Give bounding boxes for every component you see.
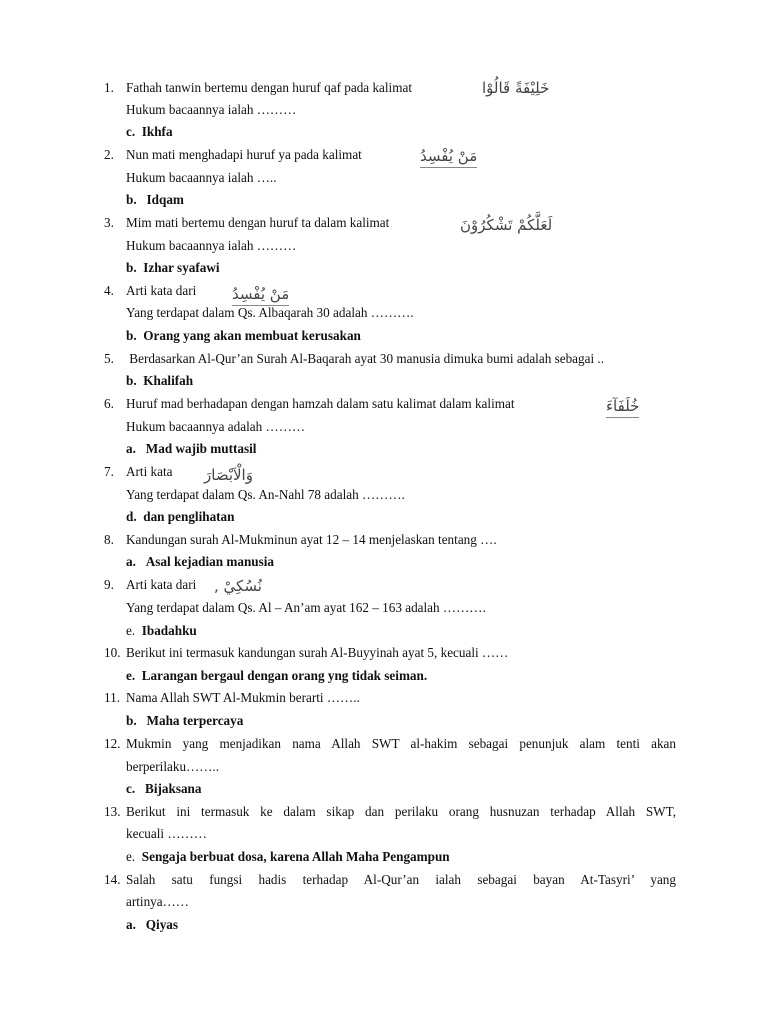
question-13-line-1 bbox=[0, 801, 768, 823]
question-6-answer bbox=[0, 438, 768, 460]
answer-text: Maha terpercaya bbox=[146, 713, 244, 728]
answer-letter: a. bbox=[126, 441, 136, 456]
question-number: 13. bbox=[104, 804, 121, 819]
answer-letter: b. bbox=[126, 373, 137, 388]
answer-text: Khalifah bbox=[143, 373, 194, 388]
question-number: 7. bbox=[104, 464, 114, 479]
arabic-phrase: خَلِيْفَةً قَالُوْا bbox=[482, 79, 550, 97]
question-text: Hukum bacaannya ialah ……… bbox=[126, 238, 297, 253]
question-text: Arti kata bbox=[126, 464, 173, 479]
question-number: 4. bbox=[104, 283, 114, 298]
question-number: 9. bbox=[104, 577, 114, 592]
question-9-answer bbox=[0, 620, 768, 642]
question-8-line-1 bbox=[0, 529, 768, 551]
question-5-line-1 bbox=[0, 348, 768, 370]
question-2-answer bbox=[0, 189, 768, 211]
question-1-line-1 bbox=[0, 77, 768, 99]
arabic-phrase: خُلَفَآءَ bbox=[606, 395, 639, 418]
question-number: 12. bbox=[104, 736, 121, 751]
question-text: Hukum bacaannya adalah ……… bbox=[126, 419, 306, 434]
question-text: kecuali ……… bbox=[126, 826, 207, 841]
question-2-line-2 bbox=[0, 167, 768, 189]
question-text: Berdasarkan Al-Qur’an Surah Al-Baqarah ayat 30 manusia dimuka bumi adalah sebagai .. bbox=[126, 351, 605, 366]
question-7-line-2 bbox=[0, 484, 768, 506]
question-number: 14. bbox=[104, 872, 121, 887]
question-number: 11. bbox=[104, 690, 120, 705]
question-14-line-1 bbox=[0, 869, 768, 891]
question-number: 5. bbox=[104, 351, 114, 366]
answer-letter: a. bbox=[126, 917, 136, 932]
answer-letter: b. bbox=[126, 260, 137, 275]
question-3-answer bbox=[0, 257, 768, 279]
question-text: Mukmin yang menjadikan nama Allah SWT al-hakim sebagai penunjuk alam tenti akan bbox=[126, 736, 676, 751]
question-1-line-2 bbox=[0, 99, 768, 121]
question-number: 2. bbox=[104, 147, 114, 162]
question-11-answer bbox=[0, 710, 768, 732]
answer-text: dan penglihatan bbox=[143, 509, 235, 524]
answer-text: Ikhfa bbox=[141, 124, 173, 139]
arabic-phrase: لَعَلَّكُمْ تَشْكُرُوْنَ bbox=[460, 216, 553, 234]
answer-text: Orang yang akan membuat kerusakan bbox=[143, 328, 361, 343]
answer-text: Ibadahku bbox=[141, 623, 197, 638]
answer-letter: b. bbox=[126, 192, 137, 207]
question-text: Nama Allah SWT Al-Mukmin berarti …….. bbox=[126, 690, 360, 705]
question-9-line-1 bbox=[0, 574, 768, 596]
answer-text: Asal kejadian manusia bbox=[145, 554, 275, 569]
question-text: Berikut ini termasuk kandungan surah Al-Buyyinah ayat 5, kecuali …… bbox=[126, 645, 509, 660]
question-text: Yang terdapat dalam Qs. Al – An’am ayat 162 – 163 adalah ………. bbox=[126, 600, 486, 615]
question-number: 10. bbox=[104, 645, 121, 660]
arabic-phrase: مَنْ يُفْسِدُ bbox=[420, 145, 477, 168]
arabic-phrase: وَالْاَبْصَارَ bbox=[204, 466, 253, 484]
question-text: Yang terdapat dalam Qs. An-Nahl 78 adalah ………. bbox=[126, 487, 405, 502]
question-number: 8. bbox=[104, 532, 114, 547]
question-number: 6. bbox=[104, 396, 114, 411]
question-text: Hukum bacaannya ialah ……… bbox=[126, 102, 297, 117]
question-4-line-1 bbox=[0, 280, 768, 302]
question-3-line-2 bbox=[0, 235, 768, 257]
question-8-answer bbox=[0, 551, 768, 573]
question-text: Arti kata dari bbox=[126, 577, 197, 592]
question-14-answer bbox=[0, 914, 768, 936]
question-text: Huruf mad berhadapan dengan hamzah dalam satu kalimat dalam kalimat bbox=[126, 396, 515, 411]
answer-text: Larangan bergaul dengan orang yng tidak seiman. bbox=[141, 668, 428, 683]
question-14-line-2 bbox=[0, 891, 768, 913]
question-text: Hukum bacaannya ialah ….. bbox=[126, 170, 277, 185]
question-text: Arti kata dari bbox=[126, 283, 197, 298]
answer-letter: d. bbox=[126, 509, 137, 524]
answer-letter: e. bbox=[126, 849, 136, 864]
answer-letter: b. bbox=[126, 328, 137, 343]
question-text: Berikut ini termasuk ke dalam sikap dan perilaku orang husnuzan terhadap Allah SWT, bbox=[126, 804, 676, 819]
answer-text: Sengaja berbuat dosa, karena Allah Maha Pengampun bbox=[141, 849, 450, 864]
answer-text: Mad wajib muttasil bbox=[145, 441, 257, 456]
answer-text: Bijaksana bbox=[145, 781, 202, 796]
answer-letter: c. bbox=[126, 781, 136, 796]
question-12-line-2 bbox=[0, 756, 768, 778]
answer-letter: e. bbox=[126, 623, 136, 638]
question-13-answer bbox=[0, 846, 768, 868]
question-6-line-2 bbox=[0, 416, 768, 438]
question-13-line-2 bbox=[0, 823, 768, 845]
question-text: Kandungan surah Al-Mukminun ayat 12 – 14 menjelaskan tentang …. bbox=[126, 532, 497, 547]
answer-letter: c. bbox=[126, 124, 136, 139]
question-4-answer bbox=[0, 325, 768, 347]
question-12-answer bbox=[0, 778, 768, 800]
arabic-phrase: نُسُكِيْ , bbox=[214, 577, 262, 595]
question-text: artinya…… bbox=[126, 894, 189, 909]
question-text: Salah satu fungsi hadis terhadap Al-Qur’an ialah sebagai bayan At-Tasyri’ yang bbox=[126, 872, 676, 887]
question-1-answer bbox=[0, 121, 768, 143]
question-7-line-1 bbox=[0, 461, 768, 483]
answer-letter: b. bbox=[126, 713, 137, 728]
question-11-line-1 bbox=[0, 687, 768, 709]
question-number: 1. bbox=[104, 80, 114, 95]
question-text: Fathah tanwin bertemu dengan huruf qaf pada kalimat bbox=[126, 80, 412, 95]
question-text: berperilaku…….. bbox=[126, 759, 220, 774]
question-2-line-1 bbox=[0, 144, 768, 166]
question-4-line-2 bbox=[0, 302, 768, 324]
answer-text: Qiyas bbox=[145, 917, 179, 932]
answer-text: Idqam bbox=[146, 192, 184, 207]
question-6-line-1 bbox=[0, 393, 768, 415]
question-3-line-1 bbox=[0, 212, 768, 234]
question-9-line-2 bbox=[0, 597, 768, 619]
answer-letter: e. bbox=[126, 668, 136, 683]
answer-text: Izhar syafawi bbox=[143, 260, 220, 275]
question-number: 3. bbox=[104, 215, 114, 230]
arabic-phrase: مَنْ يُفْسِدُ bbox=[232, 283, 289, 306]
question-text: Mim mati bertemu dengan huruf ta dalam kalimat bbox=[126, 215, 390, 230]
question-10-answer bbox=[0, 665, 768, 687]
question-text: Nun mati menghadapi huruf ya pada kalimat bbox=[126, 147, 362, 162]
answer-letter: a. bbox=[126, 554, 136, 569]
question-10-line-1 bbox=[0, 642, 768, 664]
question-text: Yang terdapat dalam Qs. Albaqarah 30 adalah ………. bbox=[126, 305, 414, 320]
question-7-answer bbox=[0, 506, 768, 528]
question-5-answer bbox=[0, 370, 768, 392]
question-12-line-1 bbox=[0, 733, 768, 755]
